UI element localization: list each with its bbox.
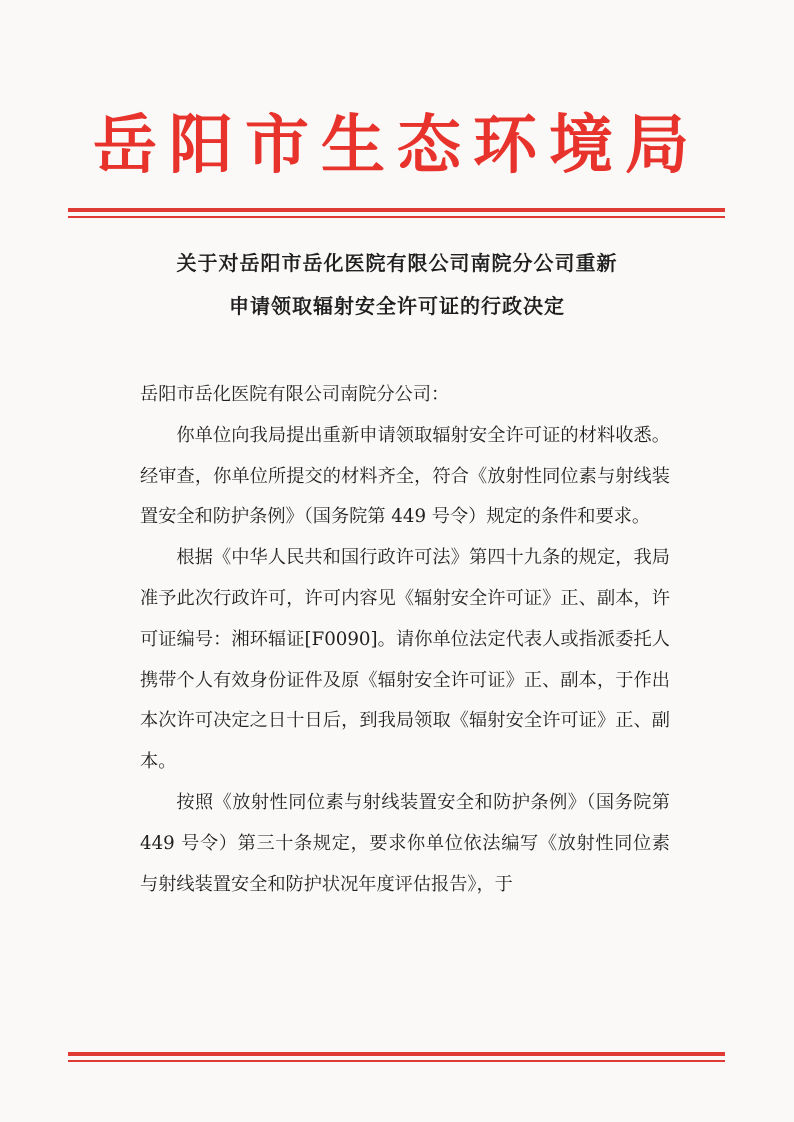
letterhead-title: 岳阳市生态环境局 <box>93 108 701 183</box>
document-title-line-2: 申请领取辐射安全许可证的行政决定 <box>229 294 565 318</box>
letterhead-rule-thin <box>68 216 725 218</box>
body-paragraph-3: 按照《放射性同位素与射线装置安全和防护条例》（国务院第 449 号令）第三十条规定，要求你单位依法编写《放射性同位素与射线装置安全和防护状况年度评估报告》，于 <box>140 791 670 895</box>
salutation: 岳阳市岳化医院有限公司南院分公司： <box>140 384 450 405</box>
body-paragraph-1: 你单位向我局提出重新申请领取辐射安全许可证的材料收悉。经审查，你单位所提交的材料齐全，符合《放射性同位素与射线装置安全和防护条例》（国务院第 449 号令）规定的条件和要求。 <box>140 424 670 528</box>
footer-rule-thin <box>68 1060 725 1062</box>
document-body <box>140 375 670 905</box>
document-title-line-1: 关于对岳阳市岳化医院有限公司南院分公司重新 <box>176 251 618 275</box>
body-paragraph-2: 根据《中华人民共和国行政许可法》第四十九条的规定，我局准予此次行政许可，许可内容见《辐射安全许可证》正、副本，许可证编号：湘环辐证[F0090]。请你单位法定代表人或指派委托人携带个人有效身份证件及原《辐射安全许可证》正、副本，于作出本次许可决定之日十日后，到我局领取《辐射安全许可证》正、副本。 <box>140 547 670 773</box>
letterhead-rule-thick <box>68 208 725 212</box>
footer-rule-thick <box>68 1052 725 1056</box>
